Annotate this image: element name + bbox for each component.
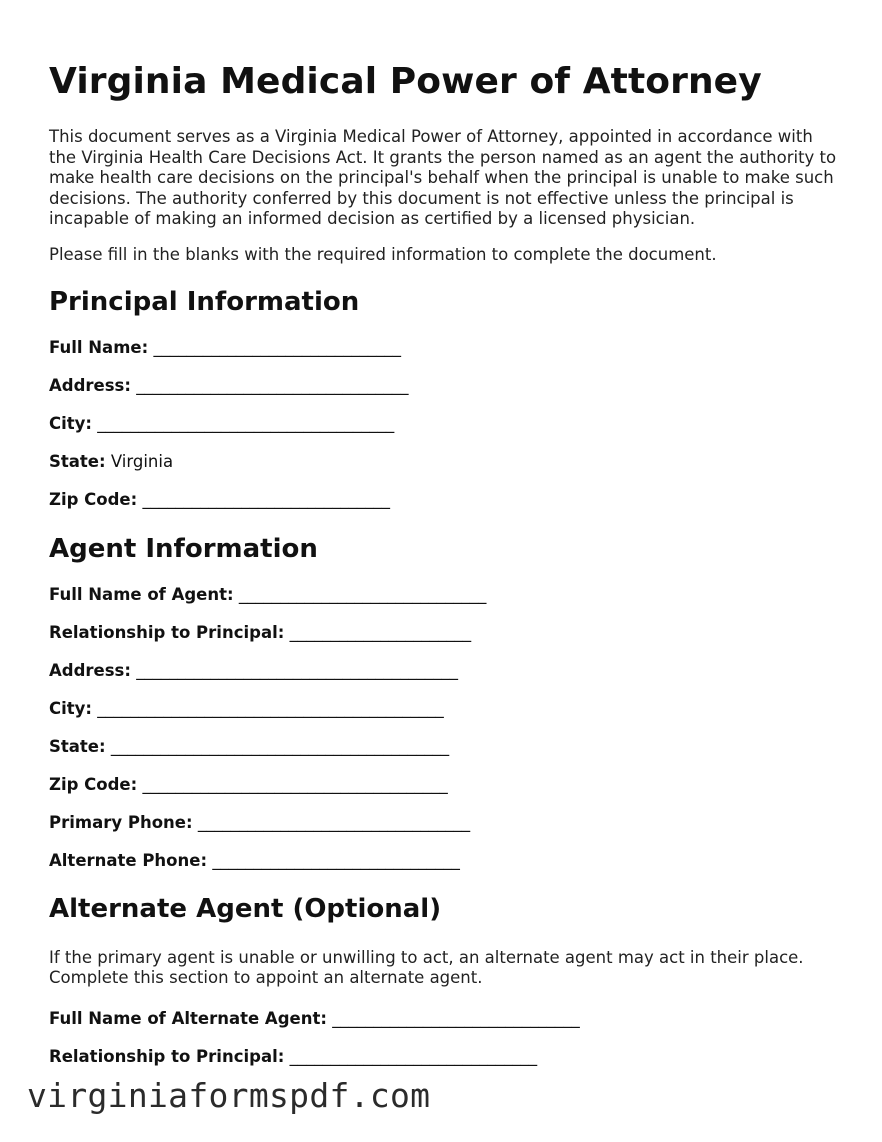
alternate-agent-full-name-label: Full Name of Alternate Agent: — [49, 1008, 327, 1028]
agent-state-label: State: — [49, 736, 106, 756]
agent-zip-blank[interactable]: _____________________________________ — [142, 774, 448, 794]
agent-primary-phone-label: Primary Phone: — [49, 812, 193, 832]
agent-state-blank[interactable]: _________________________________________ — [110, 736, 450, 756]
instruction-paragraph: Please fill in the blanks with the required information to complete the document. — [49, 244, 717, 264]
intro-paragraph: This document serves as a Virginia Medical Power of Attorney, appointed in accordance with the Virginia Health Care Decisions Act. It grants the person named as an agent the authority to make health care decisions on the principal's behalf when the principal is unable to make such decisions. The authority conferred by this document is not effective unless the principal is incapable of making an informed decision as certified by a licensed physician. — [49, 127, 837, 229]
agent-section — [49, 533, 839, 871]
principal-zip-blank[interactable]: ______________________________ — [142, 489, 390, 509]
agent-address-blank[interactable]: _______________________________________ — [136, 660, 458, 680]
alternate-agent-heading: Alternate Agent (Optional) — [49, 893, 442, 924]
agent-full-name-field[interactable] — [49, 585, 839, 605]
agent-city-field[interactable] — [49, 699, 839, 719]
document-page — [49, 58, 839, 1067]
agent-zip-label: Zip Code: — [49, 774, 138, 794]
agent-relationship-label: Relationship to Principal: — [49, 622, 285, 642]
agent-city-label: City: — [49, 698, 93, 718]
principal-zip-label: Zip Code: — [49, 489, 138, 509]
principal-city-label: City: — [49, 413, 93, 433]
principal-city-field[interactable] — [49, 414, 839, 434]
agent-relationship-blank[interactable]: ______________________ — [289, 622, 472, 642]
agent-state-field[interactable] — [49, 737, 839, 757]
alternate-agent-full-name-field[interactable] — [49, 1009, 839, 1029]
agent-relationship-field[interactable] — [49, 623, 839, 643]
principal-full-name-label: Full Name: — [49, 337, 149, 357]
agent-alternate-phone-blank[interactable]: ______________________________ — [212, 850, 460, 870]
principal-state-value: Virginia — [110, 451, 174, 471]
agent-full-name-blank[interactable]: ______________________________ — [238, 584, 487, 604]
principal-section — [49, 286, 839, 510]
agent-primary-phone-blank[interactable]: _________________________________ — [197, 812, 471, 832]
agent-address-field[interactable] — [49, 661, 839, 681]
agent-city-blank[interactable]: __________________________________________ — [97, 698, 444, 718]
principal-state-field — [49, 452, 839, 472]
principal-city-blank[interactable]: ____________________________________ — [97, 413, 395, 433]
principal-address-label: Address: — [49, 375, 131, 395]
agent-primary-phone-field[interactable] — [49, 813, 839, 833]
alternate-agent-full-name-blank[interactable]: ______________________________ — [332, 1008, 580, 1028]
alternate-agent-section — [49, 893, 839, 1067]
alternate-agent-relationship-field[interactable] — [49, 1047, 839, 1067]
alternate-agent-relationship-blank[interactable]: ______________________________ — [289, 1046, 538, 1066]
agent-address-label: Address: — [49, 660, 131, 680]
agent-alternate-phone-field[interactable] — [49, 851, 839, 871]
agent-alternate-phone-label: Alternate Phone: — [49, 850, 208, 870]
principal-heading: Principal Information — [49, 286, 360, 317]
principal-address-field[interactable] — [49, 376, 839, 396]
principal-address-blank[interactable]: _________________________________ — [136, 375, 409, 395]
site-watermark: virginiaformspdf.com — [27, 1076, 431, 1115]
alternate-agent-description: If the primary agent is unable or unwilling to act, an alternate agent may act in their place. Complete this section to appoint an alternate agent. — [49, 947, 804, 988]
principal-state-label: State: — [49, 451, 106, 471]
agent-zip-field[interactable] — [49, 775, 839, 795]
principal-zip-field[interactable] — [49, 490, 839, 510]
document-title: Virginia Medical Power of Attorney — [49, 61, 762, 102]
principal-full-name-blank[interactable]: ______________________________ — [153, 337, 401, 357]
agent-full-name-label: Full Name of Agent: — [49, 584, 234, 604]
principal-full-name-field[interactable] — [49, 338, 839, 358]
alternate-agent-relationship-label: Relationship to Principal: — [49, 1046, 285, 1066]
agent-heading: Agent Information — [49, 533, 318, 564]
